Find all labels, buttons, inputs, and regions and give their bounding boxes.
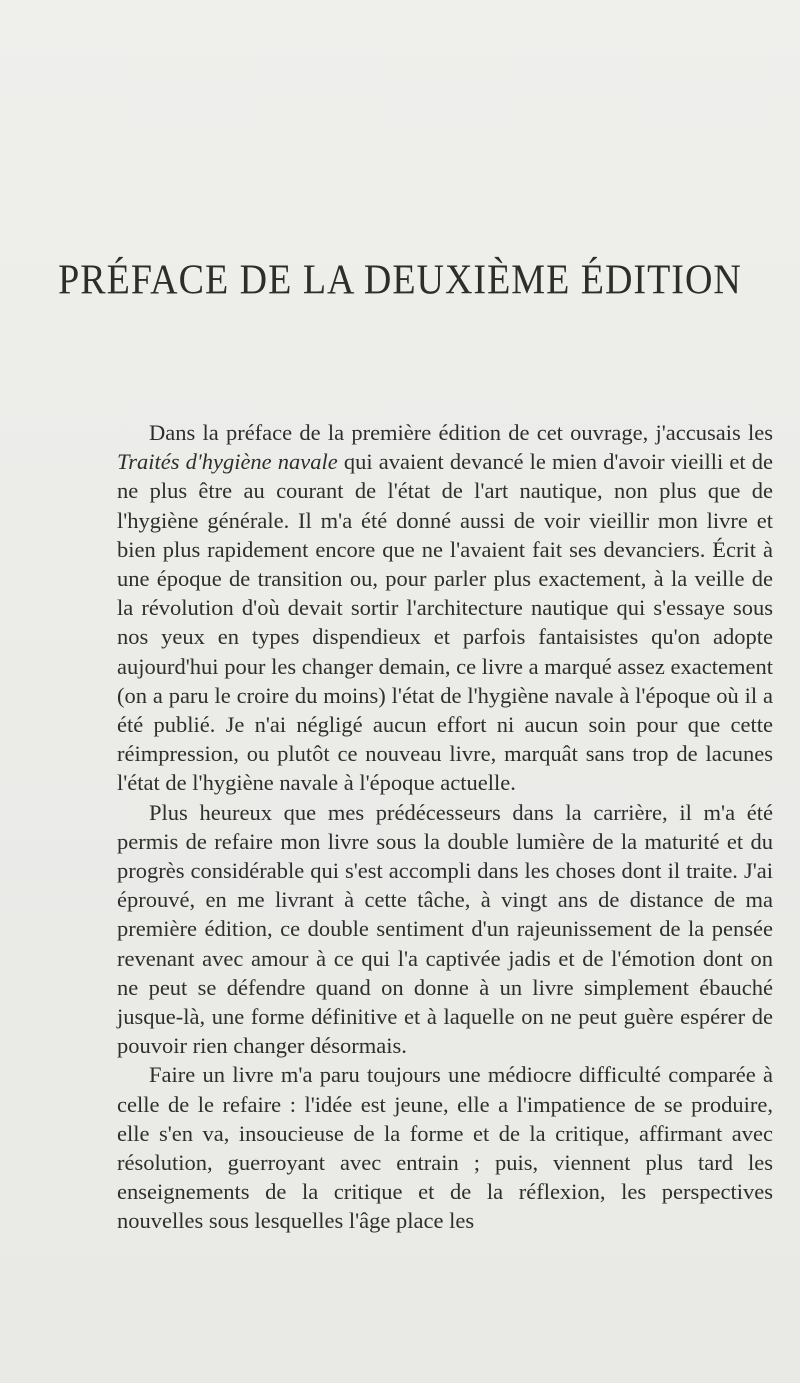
paragraph-2: Plus heureux que mes prédécesseurs dans la carrière, il m'a été permis de refaire mon livre sous la double lumière de la maturité et du progrès considérable qui s'est accompli dans les choses dont il traite. J'ai éprouvé, en me livrant à cette tâche, à vingt ans de distance de ma première édition, ce double sentiment d'un rajeunissement de la pensée revenant avec amour à ce qui l'a captivée jadis et de l'émotion dont on ne peut se défendre quand on donne à un livre simplement ébauché jusque-là, une forme définitive et à laquelle on ne peut guère espérer de pouvoir rien changer désormais. (117, 799, 773, 1059)
body-text (117, 418, 773, 1236)
book-title-italic: Traités d'hygiène navale (117, 449, 338, 475)
paragraph-1-before: Dans la préface de la première édition de cet ouvrage, j'accusais les (149, 420, 773, 445)
paragraph-1 (117, 418, 773, 798)
page-title: PRÉFACE DE LA DEUXIÈME ÉDITION (58, 256, 742, 304)
paragraph-1-after: qui avaient devancé le mien d'avoir vieilli et de ne plus être au courant de l'état de l'art nautique, non plus que de l'hygiène générale. Il m'a été donné aussi de voir vieillir mon livre et bien plus rapidement encore que ne l'avaient fait ses devanciers. Écrit à une époque de transition ou, pour parler plus exactement, à la veille de la révolution d'où devait sortir l'architecture nautique qui s'essaye sous nos yeux en types dispendieux et parfois fantaisistes qu'on adopte aujourd'hui pour les changer demain, ce livre a marqué assez exactement (on a paru le croire du moins) l'état de l'hygiène navale à l'époque où il a été publié. Je n'ai négligé aucun effort ni aucun soin pour que cette réimpression, ou plutôt ce nouveau livre, marquât sans trop de lacunes l'état de l'hygiène navale à l'époque actuelle. (117, 449, 773, 796)
paragraph-3: Faire un livre m'a paru toujours une médiocre difficulté comparée à celle de le refaire : l'idée est jeune, elle a l'impatience de se produire, elle s'en va, insoucieuse de la forme et de la critique, affirmant avec résolution, guerroyant avec entrain ; puis, viennent plus tard les enseignements de la critique et de la réflexion, les perspectives nouvelles sous lesquelles l'âge place les (117, 1062, 773, 1234)
